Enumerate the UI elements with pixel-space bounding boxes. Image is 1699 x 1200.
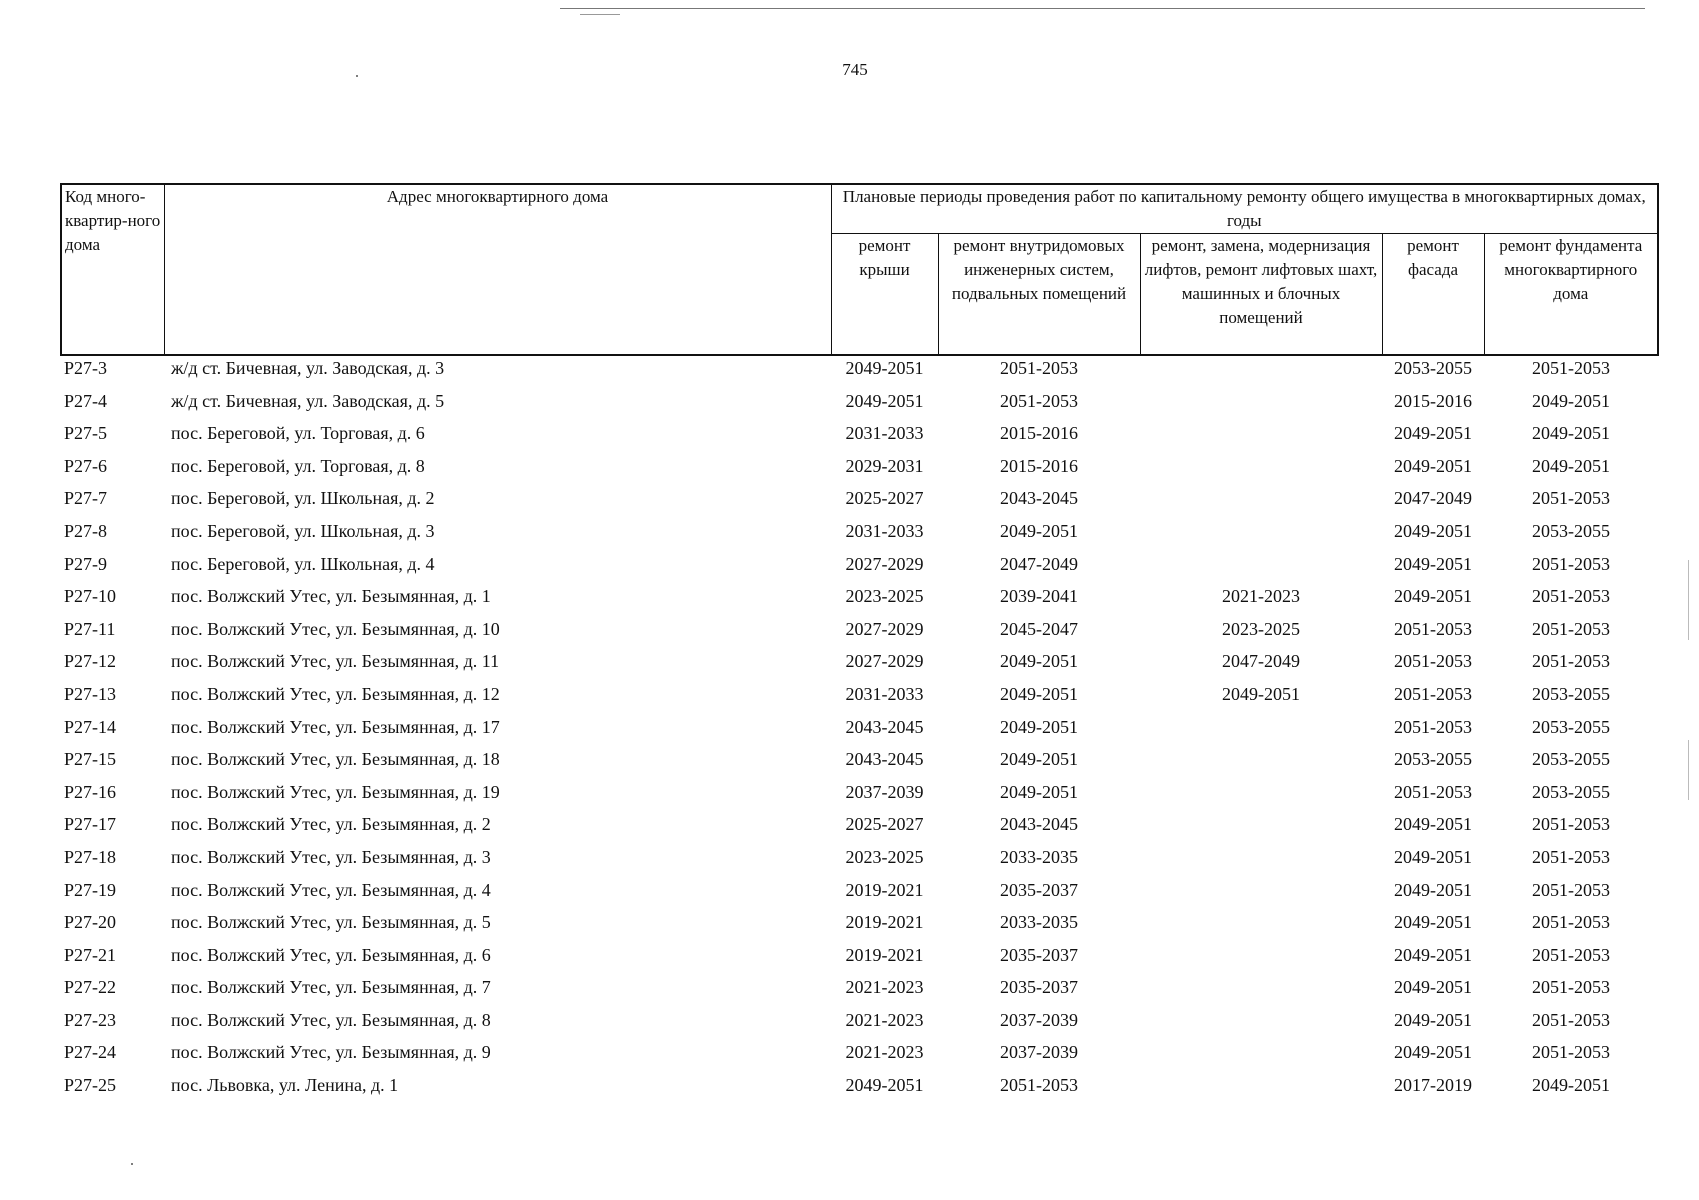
lift-period-cell: [1140, 552, 1382, 585]
address-cell: пос. Волжский Утес, ул. Безымянная, д. 10: [171, 618, 500, 639]
header-foundation: ремонт фундамента многоквартирного дома: [1484, 234, 1658, 356]
table-row: [61, 812, 1658, 845]
foundation-period-cell: 2049-2051: [1532, 455, 1611, 476]
scan-top-rule: [560, 8, 1645, 9]
address-cell: пос. Береговой, ул. Торговая, д. 8: [171, 455, 425, 476]
roof-period-cell: 2049-2051: [845, 358, 924, 378]
address-cell: пос. Береговой, ул. Школьная, д. 3: [171, 520, 435, 541]
roof-period-cell: 2027-2029: [845, 651, 924, 672]
facade-period-cell: 2051-2053: [1394, 651, 1472, 672]
engineering-period-cell: 2015-2016: [1000, 455, 1078, 476]
house-code-cell: Р27-20: [64, 912, 117, 933]
address-cell: пос. Волжский Утес, ул. Безымянная, д. 19: [171, 781, 500, 802]
lift-period-cell: [1140, 1073, 1382, 1106]
table-row: [61, 1040, 1658, 1073]
lift-period-cell: [1140, 845, 1382, 878]
foundation-period-cell: 2053-2055: [1532, 749, 1611, 770]
table-row: [61, 519, 1658, 552]
table-row: [61, 617, 1658, 650]
table-body: [61, 355, 1658, 1106]
lift-period-cell: 2023-2025: [1222, 618, 1300, 639]
house-code-cell: Р27-3: [64, 358, 108, 378]
table-row: [61, 780, 1658, 813]
roof-period-cell: 2021-2023: [845, 1009, 924, 1030]
header-planned-periods: Плановые периоды проведения работ по капитальному ремонту общего имущества в многоквартирных домах, годы: [831, 184, 1658, 234]
engineering-period-cell: 2049-2051: [1000, 651, 1078, 672]
foundation-period-cell: 2053-2055: [1532, 520, 1611, 541]
facade-period-cell: 2049-2051: [1394, 814, 1472, 835]
facade-period-cell: 2051-2053: [1394, 683, 1472, 704]
address-cell: пос. Волжский Утес, ул. Безымянная, д. 7: [171, 977, 491, 998]
house-code-cell: Р27-11: [64, 618, 116, 639]
facade-period-cell: 2051-2053: [1394, 781, 1472, 802]
lift-period-cell: [1140, 812, 1382, 845]
header-roof: ремонт крыши: [831, 234, 938, 356]
table-header: [61, 184, 1658, 355]
table-row: [61, 1073, 1658, 1106]
facade-period-cell: 2049-2051: [1394, 1009, 1472, 1030]
lift-period-cell: [1140, 519, 1382, 552]
engineering-period-cell: 2043-2045: [1000, 488, 1078, 509]
facade-period-cell: 2049-2051: [1394, 879, 1472, 900]
facade-period-cell: 2049-2051: [1394, 912, 1472, 933]
address-cell: пос. Львовка, ул. Ленина, д. 1: [171, 1075, 399, 1096]
house-code-cell: Р27-19: [64, 879, 117, 900]
roof-period-cell: 2043-2045: [845, 749, 924, 770]
facade-period-cell: 2051-2053: [1394, 618, 1472, 639]
lift-period-cell: [1140, 943, 1382, 976]
address-cell: пос. Береговой, ул. Торговая, д. 6: [171, 423, 425, 444]
engineering-period-cell: 2049-2051: [1000, 683, 1078, 704]
table-row: [61, 355, 1658, 389]
engineering-period-cell: 2035-2037: [1000, 977, 1078, 998]
house-code-cell: Р27-15: [64, 749, 117, 770]
address-cell: пос. Волжский Утес, ул. Безымянная, д. 17: [171, 716, 500, 737]
scan-top-rule-fragment: [580, 14, 620, 15]
roof-period-cell: 2023-2025: [845, 846, 924, 867]
house-code-cell: Р27-17: [64, 814, 117, 835]
engineering-period-cell: 2039-2041: [1000, 586, 1078, 607]
engineering-period-cell: 2051-2053: [1000, 358, 1078, 378]
capital-repair-table: [60, 183, 1659, 1106]
engineering-period-cell: 2049-2051: [1000, 781, 1078, 802]
engineering-period-cell: 2033-2035: [1000, 912, 1078, 933]
facade-period-cell: 2051-2053: [1394, 716, 1472, 737]
table-row: [61, 584, 1658, 617]
facade-period-cell: 2049-2051: [1394, 1042, 1472, 1063]
roof-period-cell: 2023-2025: [845, 586, 924, 607]
engineering-period-cell: 2037-2039: [1000, 1042, 1078, 1063]
address-cell: пос. Волжский Утес, ул. Безымянная, д. 11: [171, 651, 500, 672]
table-row: [61, 943, 1658, 976]
table-row: [61, 845, 1658, 878]
address-cell: пос. Волжский Утес, ул. Безымянная, д. 2: [171, 814, 491, 835]
foundation-period-cell: 2051-2053: [1532, 912, 1611, 933]
facade-period-cell: 2049-2051: [1394, 586, 1472, 607]
table-row: [61, 421, 1658, 454]
header-engineering: ремонт внутридомовых инженерных систем, подвальных помещений: [938, 234, 1140, 356]
address-cell: пос. Волжский Утес, ул. Безымянная, д. 8: [171, 1009, 491, 1030]
table-row: [61, 389, 1658, 422]
house-code-cell: Р27-23: [64, 1009, 117, 1030]
address-cell: пос. Волжский Утес, ул. Безымянная, д. 4: [171, 879, 491, 900]
roof-period-cell: 2025-2027: [845, 814, 924, 835]
foundation-period-cell: 2051-2053: [1532, 553, 1611, 574]
roof-period-cell: 2037-2039: [845, 781, 924, 802]
lift-period-cell: [1140, 975, 1382, 1008]
address-cell: ж/д ст. Бичевная, ул. Заводская, д. 3: [171, 358, 445, 378]
lift-period-cell: [1140, 389, 1382, 422]
foundation-period-cell: 2051-2053: [1532, 977, 1611, 998]
engineering-period-cell: 2035-2037: [1000, 879, 1078, 900]
roof-period-cell: 2049-2051: [845, 1075, 924, 1096]
lift-period-cell: [1140, 878, 1382, 911]
foundation-period-cell: 2051-2053: [1532, 1042, 1611, 1063]
roof-period-cell: 2031-2033: [845, 520, 924, 541]
engineering-period-cell: 2051-2053: [1000, 390, 1078, 411]
lift-period-cell: [1140, 1040, 1382, 1073]
header-code: Код много-квартир-ного дома: [61, 184, 164, 355]
lift-period-cell: [1140, 715, 1382, 748]
facade-period-cell: 2053-2055: [1394, 358, 1472, 378]
roof-period-cell: 2027-2029: [845, 553, 924, 574]
foundation-period-cell: 2051-2053: [1532, 846, 1611, 867]
roof-period-cell: 2019-2021: [845, 912, 924, 933]
foundation-period-cell: 2051-2053: [1532, 651, 1611, 672]
foundation-period-cell: 2051-2053: [1532, 944, 1611, 965]
header-facade: ремонт фасада: [1382, 234, 1484, 356]
roof-period-cell: 2031-2033: [845, 683, 924, 704]
engineering-period-cell: 2049-2051: [1000, 716, 1078, 737]
foundation-period-cell: 2049-2051: [1532, 390, 1611, 411]
lift-period-cell: [1140, 486, 1382, 519]
lift-period-cell: 2047-2049: [1222, 651, 1300, 672]
foundation-period-cell: 2051-2053: [1532, 488, 1611, 509]
table-row: [61, 715, 1658, 748]
engineering-period-cell: 2049-2051: [1000, 520, 1078, 541]
house-code-cell: Р27-6: [64, 455, 108, 476]
engineering-period-cell: 2043-2045: [1000, 814, 1078, 835]
facade-period-cell: 2049-2051: [1394, 846, 1472, 867]
foundation-period-cell: 2053-2055: [1532, 683, 1611, 704]
lift-period-cell: [1140, 910, 1382, 943]
house-code-cell: Р27-7: [64, 488, 108, 509]
foundation-period-cell: 2049-2051: [1532, 423, 1611, 444]
scan-speck: [131, 1163, 133, 1165]
lift-period-cell: [1140, 421, 1382, 454]
lift-period-cell: [1140, 1008, 1382, 1041]
house-code-cell: Р27-21: [64, 944, 117, 965]
page-number: 745: [842, 60, 868, 79]
engineering-period-cell: 2051-2053: [1000, 1075, 1078, 1096]
roof-period-cell: 2025-2027: [845, 488, 924, 509]
address-cell: ж/д ст. Бичевная, ул. Заводская, д. 5: [171, 390, 445, 411]
house-code-cell: Р27-10: [64, 586, 117, 607]
table-row: [61, 1008, 1658, 1041]
lift-period-cell: [1140, 747, 1382, 780]
roof-period-cell: 2049-2051: [845, 390, 924, 411]
house-code-cell: Р27-12: [64, 651, 117, 672]
engineering-period-cell: 2037-2039: [1000, 1009, 1078, 1030]
roof-period-cell: 2021-2023: [845, 977, 924, 998]
engineering-period-cell: 2045-2047: [1000, 618, 1078, 639]
table-row: [61, 486, 1658, 519]
house-code-cell: Р27-8: [64, 520, 108, 541]
lift-period-cell: [1140, 454, 1382, 487]
engineering-period-cell: 2015-2016: [1000, 423, 1078, 444]
facade-period-cell: 2049-2051: [1394, 944, 1472, 965]
foundation-period-cell: 2049-2051: [1532, 1075, 1611, 1096]
house-code-cell: Р27-18: [64, 846, 117, 867]
roof-period-cell: 2019-2021: [845, 879, 924, 900]
address-cell: пос. Волжский Утес, ул. Безымянная, д. 1: [171, 586, 491, 607]
roof-period-cell: 2021-2023: [845, 1042, 924, 1063]
facade-period-cell: 2049-2051: [1394, 977, 1472, 998]
facade-period-cell: 2017-2019: [1394, 1075, 1472, 1096]
table-row: [61, 649, 1658, 682]
facade-period-cell: 2053-2055: [1394, 749, 1472, 770]
address-cell: пос. Береговой, ул. Школьная, д. 2: [171, 488, 435, 509]
foundation-period-cell: 2051-2053: [1532, 1009, 1611, 1030]
engineering-period-cell: 2035-2037: [1000, 944, 1078, 965]
address-cell: пос. Волжский Утес, ул. Безымянная, д. 5: [171, 912, 491, 933]
engineering-period-cell: 2047-2049: [1000, 553, 1078, 574]
roof-period-cell: 2043-2045: [845, 716, 924, 737]
roof-period-cell: 2029-2031: [845, 455, 924, 476]
scan-edge-mark: [1688, 740, 1689, 800]
roof-period-cell: 2031-2033: [845, 423, 924, 444]
facade-period-cell: 2015-2016: [1394, 390, 1472, 411]
foundation-period-cell: 2051-2053: [1532, 586, 1611, 607]
house-code-cell: Р27-16: [64, 781, 117, 802]
table-row: [61, 910, 1658, 943]
table-row: [61, 682, 1658, 715]
header-lift: ремонт, замена, модернизация лифтов, ремонт лифтовых шахт, машинных и блочных помещений: [1140, 234, 1382, 356]
table-row: [61, 975, 1658, 1008]
house-code-cell: Р27-4: [64, 390, 108, 411]
foundation-period-cell: 2051-2053: [1532, 814, 1611, 835]
lift-period-cell: 2049-2051: [1222, 683, 1300, 704]
facade-period-cell: 2049-2051: [1394, 423, 1472, 444]
facade-period-cell: 2049-2051: [1394, 553, 1472, 574]
address-cell: пос. Волжский Утес, ул. Безымянная, д. 6: [171, 944, 491, 965]
header-address: Адрес многоквартирного дома: [164, 184, 831, 355]
scan-edge-mark: [1688, 560, 1689, 640]
foundation-period-cell: 2051-2053: [1532, 358, 1611, 378]
lift-period-cell: [1140, 780, 1382, 813]
lift-period-cell: 2021-2023: [1222, 586, 1300, 607]
address-cell: пос. Береговой, ул. Школьная, д. 4: [171, 553, 435, 574]
house-code-cell: Р27-14: [64, 716, 117, 737]
house-code-cell: Р27-24: [64, 1042, 117, 1063]
foundation-period-cell: 2051-2053: [1532, 879, 1611, 900]
address-cell: пос. Волжский Утес, ул. Безымянная, д. 3: [171, 846, 491, 867]
roof-period-cell: 2027-2029: [845, 618, 924, 639]
address-cell: пос. Волжский Утес, ул. Безымянная, д. 18: [171, 749, 500, 770]
facade-period-cell: 2047-2049: [1394, 488, 1472, 509]
facade-period-cell: 2049-2051: [1394, 455, 1472, 476]
engineering-period-cell: 2033-2035: [1000, 846, 1078, 867]
foundation-period-cell: 2051-2053: [1532, 618, 1611, 639]
facade-period-cell: 2049-2051: [1394, 520, 1472, 541]
table-row: [61, 878, 1658, 911]
house-code-cell: Р27-9: [64, 553, 108, 574]
table-row: [61, 747, 1658, 780]
table-row: [61, 454, 1658, 487]
house-code-cell: Р27-13: [64, 683, 117, 704]
table-row: [61, 552, 1658, 585]
address-cell: пос. Волжский Утес, ул. Безымянная, д. 9: [171, 1042, 491, 1063]
engineering-period-cell: 2049-2051: [1000, 749, 1078, 770]
house-code-cell: Р27-22: [64, 977, 117, 998]
address-cell: пос. Волжский Утес, ул. Безымянная, д. 12: [171, 683, 500, 704]
foundation-period-cell: 2053-2055: [1532, 716, 1611, 737]
foundation-period-cell: 2053-2055: [1532, 781, 1611, 802]
house-code-cell: Р27-5: [64, 423, 108, 444]
lift-period-cell: [1140, 355, 1382, 389]
roof-period-cell: 2019-2021: [845, 944, 924, 965]
house-code-cell: Р27-25: [64, 1075, 117, 1096]
